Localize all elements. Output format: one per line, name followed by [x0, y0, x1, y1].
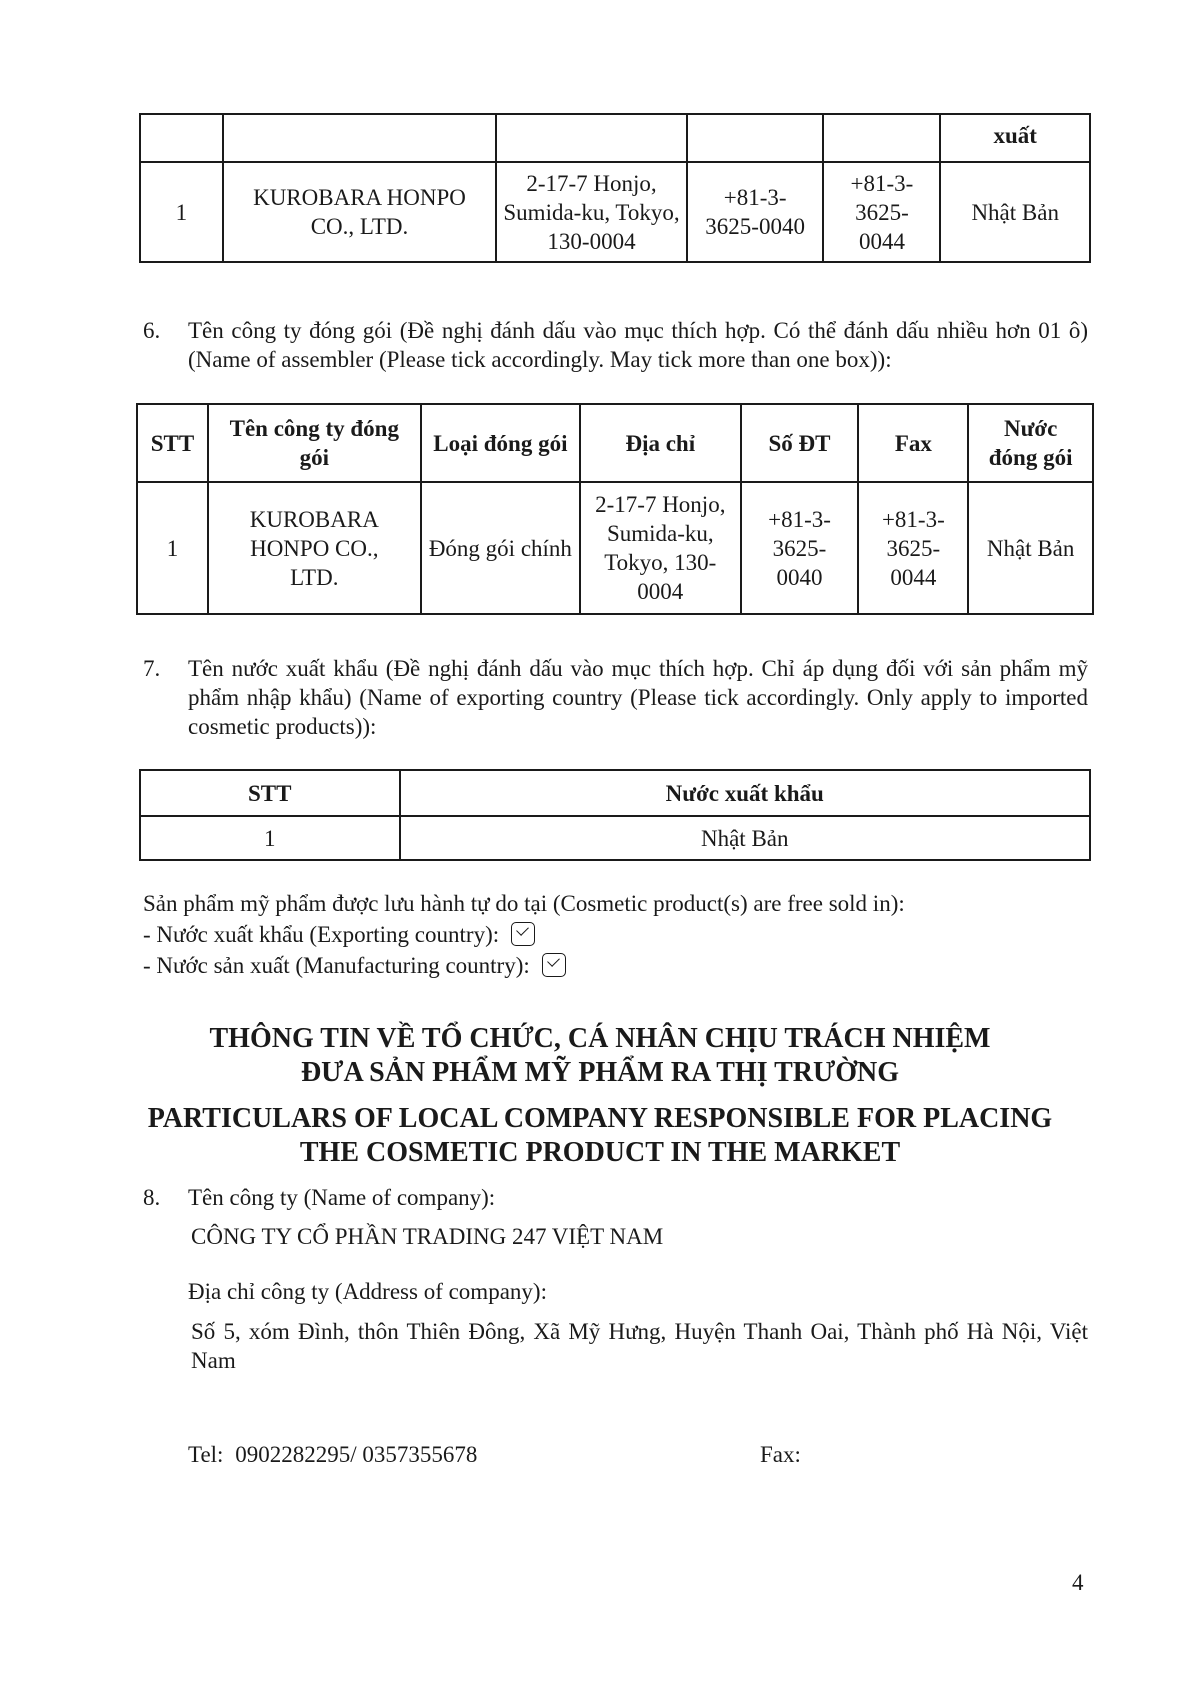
manufacturing-country-checkbox-icon[interactable] — [542, 953, 566, 977]
column-header-country: Nước xuất khẩu — [400, 770, 1091, 816]
column-header-stt: STT — [137, 404, 208, 482]
section-6-text: Tên công ty đóng gói (Đề nghị đánh dấu vào mục thích hợp. Có thể đánh dấu nhiều hơn 01 ô) (Name of assembler (Please tick accordingly. May tick more than one box)): — [188, 318, 1088, 372]
table-header-row — [140, 114, 1090, 162]
cell-name: KUROBARA HONPO CO., LTD. — [223, 162, 497, 262]
page-number: 4 — [1072, 1570, 1084, 1595]
section-8-number: 8. — [143, 1185, 161, 1210]
table-row — [140, 816, 1090, 860]
cell-phone: +81-3-3625-0040 — [687, 162, 824, 262]
heading-vi-line-1: THÔNG TIN VỀ TỔ CHỨC, CÁ NHÂN CHỊU TRÁCH NHIỆM — [209, 1023, 991, 1054]
section-6-number: 6. — [143, 318, 161, 343]
company-address-label: Địa chỉ công ty (Address of company): — [188, 1279, 547, 1304]
section-7-text: Tên nước xuất khẩu (Đề nghị đánh dấu vào mục thích hợp. Chỉ áp dụng đối với sản phẩm mỹ phẩm nhập khẩu) (Name of exporting country (Please tick accordingly. Only apply to imported cosmetic products)): — [188, 656, 1088, 739]
column-header-type: Loại đóng gói — [421, 404, 580, 482]
table-header-row — [140, 770, 1090, 816]
free-sale-intro: Sản phẩm mỹ phẩm được lưu hành tự do tại (Cosmetic product(s) are free sold in): — [143, 891, 905, 916]
table-row — [140, 162, 1090, 262]
company-name: CÔNG TY CỔ PHẦN TRADING 247 VIỆT NAM — [191, 1224, 664, 1249]
assembler-table — [136, 403, 1094, 615]
tel-label: Tel: — [188, 1442, 224, 1467]
column-header-phone: Số ĐT — [741, 404, 859, 482]
free-sale-exporting-label: - Nước xuất khẩu (Exporting country): — [143, 922, 500, 947]
heading-en-line-2: THE COSMETIC PRODUCT IN THE MARKET — [299, 1137, 901, 1168]
free-sale-exporting-row — [143, 920, 535, 949]
cell-fax: +81-3-3625-0044 — [858, 482, 968, 614]
tel-row — [188, 1440, 477, 1469]
cell-fax: +81-3-3625-0044 — [823, 162, 940, 262]
column-header-fax: Fax — [858, 404, 968, 482]
free-sale-manufacturing-row — [143, 951, 566, 980]
manufacturer-table — [139, 113, 1091, 263]
cell-country: Nhật Bản — [940, 162, 1090, 262]
cell-country: Nhật Bản — [968, 482, 1093, 614]
exporting-country-checkbox-icon[interactable] — [511, 922, 535, 946]
heading-vi-line-2: ĐƯA SẢN PHẨM MỸ PHẨM RA THỊ TRƯỜNG — [300, 1057, 900, 1088]
cell-stt: 1 — [137, 482, 208, 614]
fax-label: Fax: — [760, 1442, 801, 1467]
cell-address: 2-17-7 Honjo, Sumida-ku, Tokyo, 130-0004 — [580, 482, 741, 614]
column-header-name: Tên công ty đóng gói — [208, 404, 421, 482]
cell-type: Đóng gói chính — [421, 482, 580, 614]
cell-name: KUROBARA HONPO CO., LTD. — [208, 482, 421, 614]
table-header-row — [137, 404, 1093, 482]
column-header-address: Địa chỉ — [580, 404, 741, 482]
cell-phone: +81-3-3625-0040 — [741, 482, 859, 614]
cell-stt: 1 — [140, 162, 223, 262]
cell-country: Nhật Bản — [400, 816, 1091, 860]
table-row — [137, 482, 1093, 614]
section-8-label: Tên công ty (Name of company): — [188, 1185, 496, 1210]
column-header-stt: STT — [140, 770, 400, 816]
cell-address: 2-17-7 Honjo, Sumida-ku, Tokyo, 130-0004 — [496, 162, 687, 262]
cell-stt: 1 — [140, 816, 400, 860]
section-7-number: 7. — [143, 656, 161, 681]
column-header-country: Nước đóng gói — [968, 404, 1093, 482]
free-sale-manufacturing-label: - Nước sản xuất (Manufacturing country): — [143, 953, 530, 978]
tel-value: 0902282295/ 0357355678 — [235, 1442, 478, 1467]
column-header-country: xuất — [940, 114, 1090, 162]
company-address: Số 5, xóm Đình, thôn Thiên Đông, Xã Mỹ Hưng, Huyện Thanh Oai, Thành phố Hà Nội, Việt Nam — [191, 1319, 1088, 1373]
heading-en-line-1: PARTICULARS OF LOCAL COMPANY RESPONSIBLE FOR PLACING — [147, 1103, 1053, 1134]
export-country-table — [139, 769, 1091, 861]
